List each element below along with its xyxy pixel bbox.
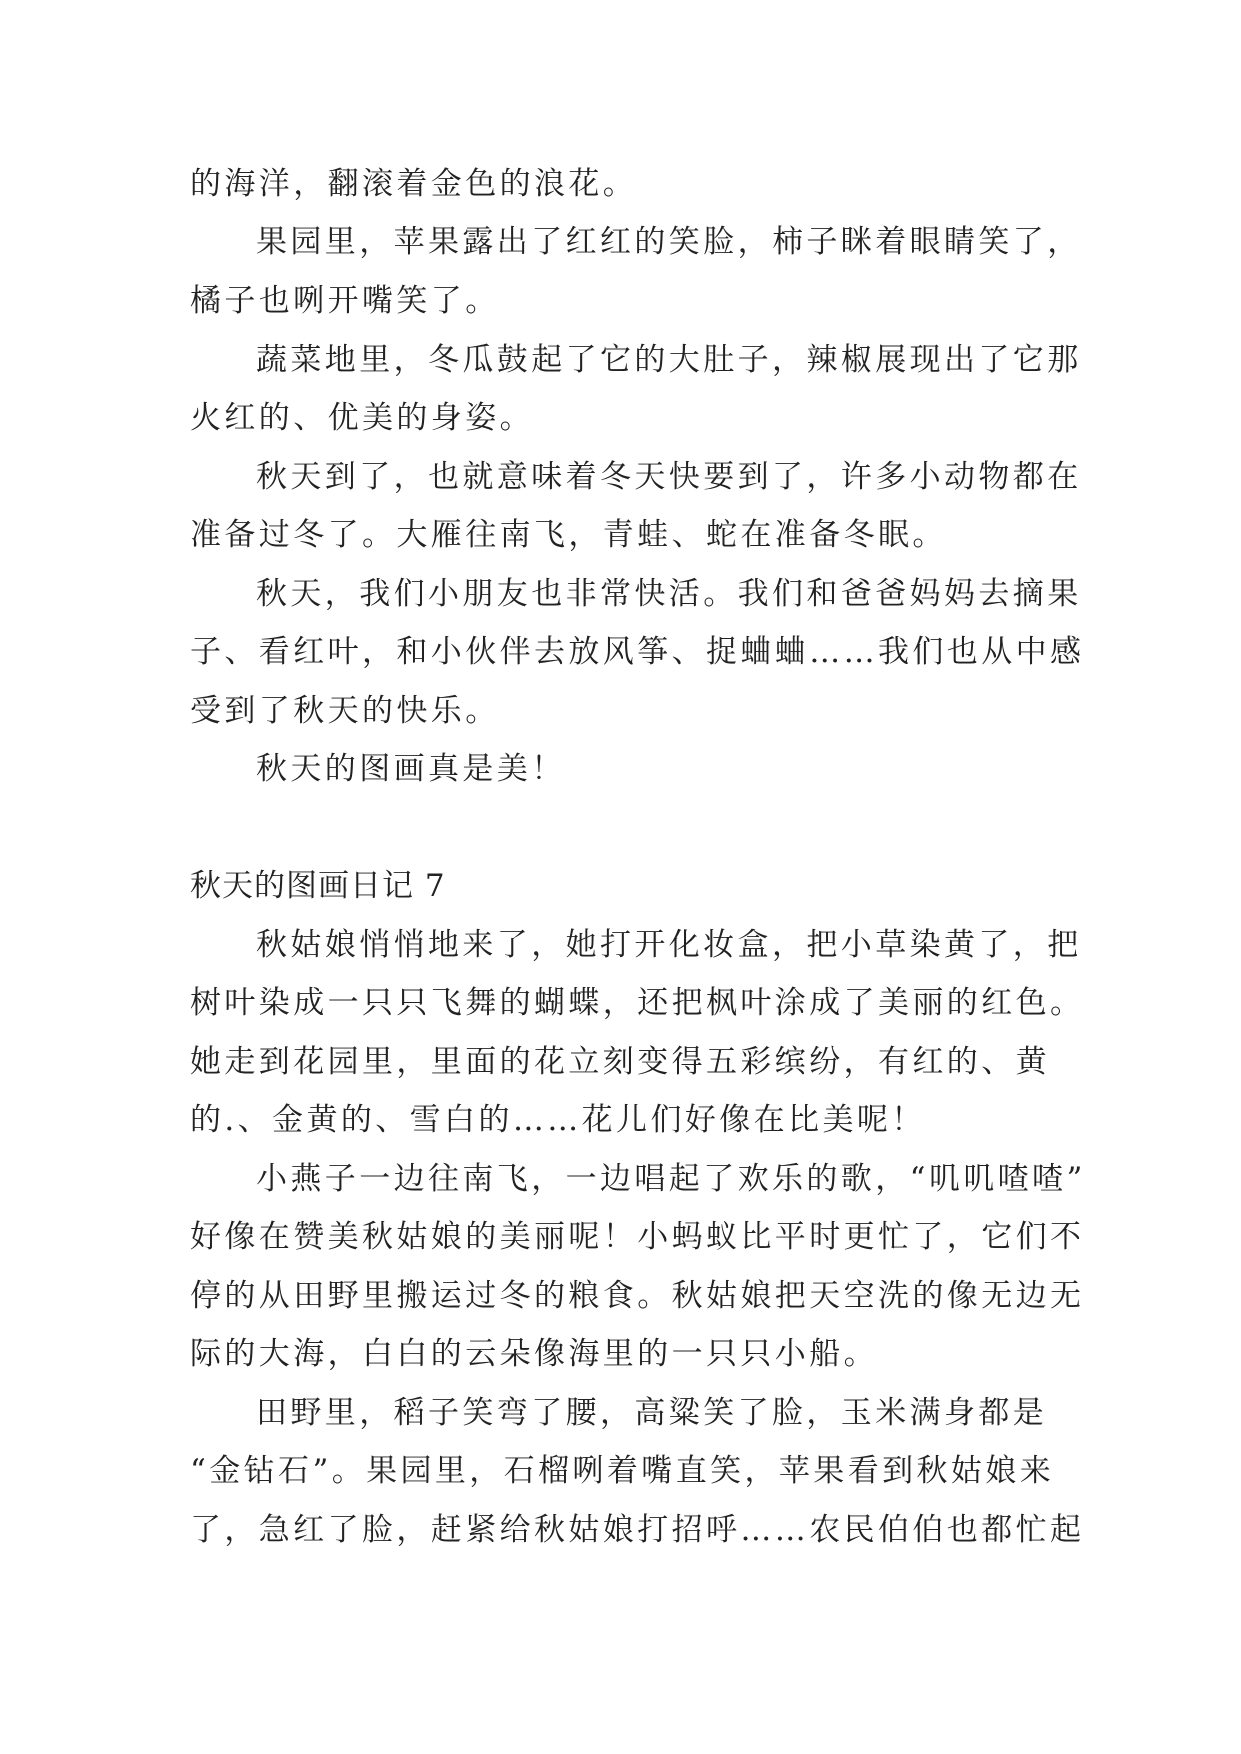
text-line: 橘子也咧开嘴笑了。 xyxy=(190,283,500,319)
text-line: 准备过冬了。大雁往南飞，青蛙、蛇在准备冬眠。 xyxy=(190,517,947,553)
text-line: 的.、金黄的、雪白的……花儿们好像在比美呢！ xyxy=(190,1102,926,1138)
paragraph-orchard-start: 果园里，苹果露出了红红的笑脸，柿子眯着眼睛笑了， xyxy=(256,224,1082,260)
paragraph-vegetables-start: 蔬菜地里，冬瓜鼓起了它的大肚子，辣椒展现出了它那 xyxy=(256,342,1082,378)
text-line: 树叶染成一只只飞舞的蝴蝶，还把枫叶涂成了美丽的红色。 xyxy=(190,985,1085,1021)
text-line: 受到了秋天的快乐。 xyxy=(190,693,500,729)
text-line: “金钻石”。果园里，石榴咧着嘴直笑，苹果看到秋姑娘来 xyxy=(190,1453,1055,1489)
text-line: 她走到花园里，里面的花立刻变得五彩缤纷，有红的、黄 xyxy=(190,1044,1050,1080)
text-line: 际的大海，白白的云朵像海里的一只只小船。 xyxy=(190,1336,878,1372)
paragraph-fields-start: 田野里，稻子笑弯了腰，高粱笑了脸，玉米满身都是 xyxy=(256,1395,1048,1431)
paragraph-children-start: 秋天，我们小朋友也非常快活。我们和爸爸妈妈去摘果 xyxy=(256,576,1082,612)
paragraph-autumn-girl-start: 秋姑娘悄悄地来了，她打开化妆盒，把小草染黄了，把 xyxy=(256,927,1082,963)
paragraph-conclusion: 秋天的图画真是美！ xyxy=(256,751,566,787)
section-title: 秋天的图画日记 7 xyxy=(190,868,446,904)
text-line: 了，急红了脸，赶紧给秋姑娘打招呼……农民伯伯也都忙起 xyxy=(190,1512,1085,1548)
paragraph-swallow-start: 小燕子一边往南飞，一边唱起了欢乐的歌，“叽叽喳喳” xyxy=(256,1161,1086,1197)
text-line: 子、看红叶，和小伙伴去放风筝、捉蛐蛐……我们也从中感 xyxy=(190,634,1085,670)
text-line: 火红的、优美的身姿。 xyxy=(190,400,534,436)
text-line: 停的从田野里搬运过冬的粮食。秋姑娘把天空洗的像无边无 xyxy=(190,1278,1085,1314)
text-line: 的海洋，翻滚着金色的浪花。 xyxy=(190,166,638,202)
paragraph-animals-start: 秋天到了，也就意味着冬天快要到了，许多小动物都在 xyxy=(256,459,1082,495)
text-line: 好像在赞美秋姑娘的美丽呢！小蚂蚁比平时更忙了，它们不 xyxy=(190,1219,1085,1255)
